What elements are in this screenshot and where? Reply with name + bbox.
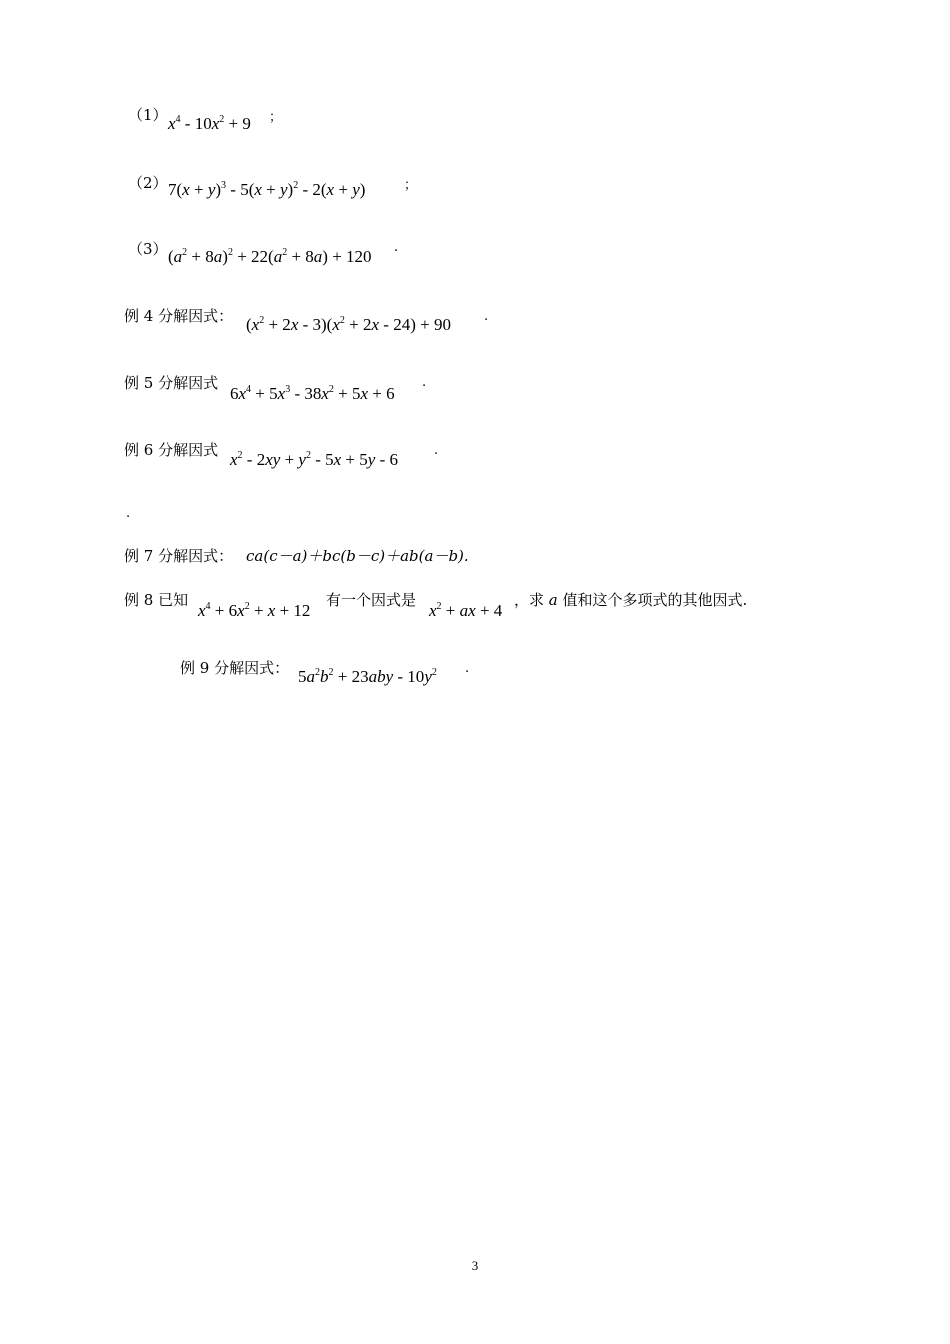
- example-4-expression: $(x^2 + 2x - 3)(x^2 + 2x - 24) + 90$: [246, 315, 451, 334]
- example-8-tail-var: a: [548, 591, 558, 609]
- example-5-suffix: .: [422, 375, 427, 390]
- example-6-suffix: .: [434, 443, 439, 458]
- example-4-suffix: .: [484, 309, 489, 324]
- example-9-suffix: .: [465, 661, 470, 676]
- example-9-expression: $5a^2b^2 + 23aby - 10y^2$: [298, 667, 437, 686]
- example-8-tail-pre: ，求: [514, 591, 549, 609]
- example-6-expression: $x^2 - 2xy + y^2 - 5x + 5y - 6$: [230, 450, 398, 469]
- example-8-factor: $x^2$ + ax + 4: [429, 601, 503, 620]
- problem-1-expression: $x^4 - 10x^2 + 9$: [168, 114, 251, 133]
- problem-1-label: （1）: [128, 106, 168, 124]
- example-5-label: 例 5 分解因式: [124, 374, 219, 392]
- problem-3-label: （3）: [128, 240, 168, 258]
- problem-2-expression: $7(x + y)^3 - 5(x + y)^2 - 2(x + y)$: [168, 180, 366, 199]
- separator-dot: .: [126, 506, 131, 521]
- example-8-label: 例 8 已知: [124, 591, 189, 609]
- example-8-polynomial: $x^4 + 6x^2 + x + 12$: [198, 601, 311, 620]
- example-6-label: 例 6 分解因式: [124, 441, 219, 459]
- problem-3-expression: $(a^2 + 8a)^2 + 22(a^2 + 8a) + 120$: [168, 247, 372, 266]
- example-4-label: 例 4 分解因式：: [124, 307, 234, 325]
- example-7-expression: ca(c－a)＋bc(b－c)＋ab(a－b).: [246, 547, 469, 565]
- page-number: 3: [471, 1258, 479, 1273]
- example-8-tail-post: 值和这个多项式的其他因式.: [557, 591, 748, 609]
- example-9-label: 例 9 分解因式：: [180, 659, 290, 677]
- problem-3-suffix: .: [394, 240, 399, 255]
- example-8-tail: [514, 589, 747, 610]
- example-7-label: 例 7 分解因式：: [124, 547, 234, 565]
- problem-2-suffix: ；: [404, 178, 418, 193]
- problem-1-suffix: ；: [269, 110, 283, 125]
- example-8-middle-text: 有一个因式是: [326, 591, 417, 609]
- problem-2-label: （2）: [128, 174, 168, 192]
- example-5-expression: $6x^4 + 5x^3 - 38x^2 + 5x + 6$: [230, 384, 395, 403]
